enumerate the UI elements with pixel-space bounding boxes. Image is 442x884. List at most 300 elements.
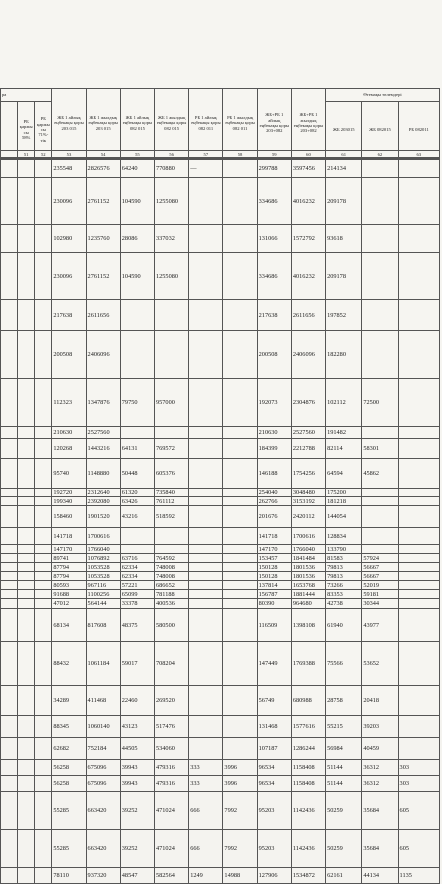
empty-cell bbox=[1, 830, 18, 868]
colnum: 60 bbox=[291, 151, 325, 159]
table-cell: 146188 bbox=[257, 459, 291, 489]
empty-cell bbox=[18, 528, 35, 545]
empty-cell bbox=[35, 760, 52, 776]
empty-cell bbox=[35, 609, 52, 642]
table-cell: 334686 bbox=[257, 178, 291, 225]
table-cell: 200508 bbox=[52, 331, 86, 379]
table-cell: 3153192 bbox=[291, 497, 325, 506]
table-row bbox=[1, 545, 440, 554]
table-cell: 2527560 bbox=[86, 427, 120, 439]
empty-cell bbox=[1, 528, 18, 545]
empty-cell bbox=[18, 581, 35, 590]
table-cell: 1053528 bbox=[86, 563, 120, 572]
table-cell: 471024 bbox=[154, 792, 188, 830]
empty-cell bbox=[35, 379, 52, 427]
empty-cell bbox=[35, 572, 52, 581]
table-cell bbox=[189, 331, 223, 379]
table-cell: 58301 bbox=[362, 439, 398, 459]
empty-cell bbox=[35, 497, 52, 506]
table-cell bbox=[154, 427, 188, 439]
table-cell: 1135 bbox=[398, 868, 439, 884]
empty-cell bbox=[35, 545, 52, 554]
table-cell bbox=[362, 528, 398, 545]
table-cell: 4016232 bbox=[291, 253, 325, 300]
table-cell: 59017 bbox=[120, 642, 154, 686]
table-cell: 79750 bbox=[120, 379, 154, 427]
table-cell bbox=[398, 738, 439, 760]
table-cell: 72500 bbox=[362, 379, 398, 427]
empty-cell bbox=[35, 528, 52, 545]
table-cell: 1901520 bbox=[86, 506, 120, 528]
empty-cell bbox=[1, 572, 18, 581]
table-cell: 334686 bbox=[257, 253, 291, 300]
table-cell: 45862 bbox=[362, 459, 398, 489]
empty-cell bbox=[18, 427, 35, 439]
table-cell: 36312 bbox=[362, 776, 398, 792]
table-cell: 1881444 bbox=[291, 590, 325, 599]
table-cell: 1841484 bbox=[291, 554, 325, 563]
table-cell: 675096 bbox=[86, 776, 120, 792]
table-row bbox=[1, 300, 440, 331]
table-cell: 14988 bbox=[223, 868, 257, 884]
table-cell: 35684 bbox=[362, 830, 398, 868]
table-cell: 2611656 bbox=[86, 300, 120, 331]
table-cell bbox=[398, 572, 439, 581]
table-cell: 761112 bbox=[154, 497, 188, 506]
table-cell: 517476 bbox=[154, 716, 188, 738]
empty-cell bbox=[35, 868, 52, 884]
table-cell: 518592 bbox=[154, 506, 188, 528]
empty-cell bbox=[18, 379, 35, 427]
empty-cell bbox=[1, 225, 18, 253]
empty-cell bbox=[35, 459, 52, 489]
empty-cell bbox=[1, 160, 18, 178]
table-cell: 79813 bbox=[326, 563, 362, 572]
table-cell: 150128 bbox=[257, 572, 291, 581]
colnum: 57 bbox=[189, 151, 223, 159]
table-cell: 1801536 bbox=[291, 563, 325, 572]
table-cell bbox=[398, 563, 439, 572]
table-row bbox=[1, 581, 440, 590]
table-cell: 200508 bbox=[257, 331, 291, 379]
table-cell: 605 bbox=[398, 830, 439, 868]
table-cell bbox=[362, 225, 398, 253]
table-cell bbox=[362, 300, 398, 331]
table-cell: 96534 bbox=[257, 760, 291, 776]
table-cell: 1142436 bbox=[291, 830, 325, 868]
table-row bbox=[1, 379, 440, 427]
header-col-60: ЖБ+РБ 1 жылдық еңбекақы қоры 203+082 bbox=[291, 89, 325, 158]
table-cell: 83353 bbox=[326, 590, 362, 599]
table-row bbox=[1, 528, 440, 545]
table-row bbox=[1, 868, 440, 884]
table-cell: 964680 bbox=[291, 599, 325, 609]
table-cell: 181218 bbox=[326, 497, 362, 506]
table-cell: 75566 bbox=[326, 642, 362, 686]
table-cell bbox=[362, 489, 398, 497]
table-cell bbox=[189, 225, 223, 253]
column-numbers-row bbox=[0, 150, 440, 159]
table-cell bbox=[398, 642, 439, 686]
table-cell: 1700616 bbox=[291, 528, 325, 545]
table-cell bbox=[398, 581, 439, 590]
table-cell: 50259 bbox=[326, 792, 362, 830]
table-cell: 209178 bbox=[326, 253, 362, 300]
empty-cell bbox=[18, 178, 35, 225]
table-cell: 1398108 bbox=[291, 609, 325, 642]
empty-cell bbox=[35, 178, 52, 225]
table-cell bbox=[189, 563, 223, 572]
table-cell bbox=[189, 609, 223, 642]
table-cell bbox=[189, 528, 223, 545]
table-cell bbox=[362, 253, 398, 300]
table-cell: 7992 bbox=[223, 792, 257, 830]
table-cell: 52019 bbox=[362, 581, 398, 590]
table-cell: 44134 bbox=[362, 868, 398, 884]
table-cell bbox=[223, 642, 257, 686]
table-cell: 28086 bbox=[120, 225, 154, 253]
table-cell: 144054 bbox=[326, 506, 362, 528]
table-cell bbox=[398, 253, 439, 300]
table-cell: 184399 bbox=[257, 439, 291, 459]
table-cell: 88345 bbox=[52, 716, 86, 738]
table-cell: 1754256 bbox=[291, 459, 325, 489]
table-cell: 197852 bbox=[326, 300, 362, 331]
empty-cell bbox=[35, 300, 52, 331]
table-cell: 1235760 bbox=[86, 225, 120, 253]
table-cell bbox=[223, 563, 257, 572]
table-row bbox=[1, 572, 440, 581]
table-cell: 708204 bbox=[154, 642, 188, 686]
table-cell: 56984 bbox=[326, 738, 362, 760]
table-cell bbox=[120, 545, 154, 554]
colnum: 63 bbox=[398, 151, 439, 159]
table-cell: 55285 bbox=[52, 792, 86, 830]
table-cell bbox=[398, 497, 439, 506]
table-cell: 210630 bbox=[257, 427, 291, 439]
table-cell: 210630 bbox=[52, 427, 86, 439]
table-cell: 2212788 bbox=[291, 439, 325, 459]
empty-cell bbox=[18, 489, 35, 497]
table-row bbox=[1, 738, 440, 760]
empty-cell bbox=[1, 563, 18, 572]
empty-cell bbox=[1, 331, 18, 379]
table-cell: 2406096 bbox=[86, 331, 120, 379]
table-cell bbox=[223, 489, 257, 497]
table-cell: 1158408 bbox=[291, 776, 325, 792]
table-cell bbox=[362, 427, 398, 439]
table-cell: 191482 bbox=[326, 427, 362, 439]
colnum-blank bbox=[1, 151, 18, 159]
empty-cell bbox=[1, 792, 18, 830]
table-cell: 1158408 bbox=[291, 760, 325, 776]
empty-cell bbox=[35, 776, 52, 792]
table-cell bbox=[154, 331, 188, 379]
colnum: 59 bbox=[257, 151, 291, 159]
table-cell bbox=[189, 253, 223, 300]
table-cell bbox=[398, 554, 439, 563]
table-cell: 56667 bbox=[362, 563, 398, 572]
table-cell bbox=[189, 379, 223, 427]
table-cell: 147449 bbox=[257, 642, 291, 686]
table-cell: 479316 bbox=[154, 760, 188, 776]
table-cell: 43216 bbox=[120, 506, 154, 528]
table-cell bbox=[398, 716, 439, 738]
table-cell: 64240 bbox=[120, 160, 154, 178]
table-cell bbox=[120, 427, 154, 439]
table-row bbox=[1, 439, 440, 459]
table-cell bbox=[223, 506, 257, 528]
empty-cell bbox=[35, 439, 52, 459]
table-cell: 2527560 bbox=[291, 427, 325, 439]
empty-cell bbox=[18, 776, 35, 792]
table-cell: 57221 bbox=[120, 581, 154, 590]
table-cell: 1653768 bbox=[291, 581, 325, 590]
table-cell: 55285 bbox=[52, 830, 86, 868]
table-cell: 303 bbox=[398, 776, 439, 792]
empty-cell bbox=[18, 459, 35, 489]
table-cell: 120268 bbox=[52, 439, 86, 459]
table-cell: 199340 bbox=[52, 497, 86, 506]
table-cell: 93618 bbox=[326, 225, 362, 253]
table-cell: 663420 bbox=[86, 792, 120, 830]
table-row bbox=[1, 489, 440, 497]
table-cell: 95740 bbox=[52, 459, 86, 489]
table-cell: 1060140 bbox=[86, 716, 120, 738]
table-cell bbox=[398, 599, 439, 609]
table-cell: 102112 bbox=[326, 379, 362, 427]
table-cell bbox=[398, 331, 439, 379]
colnum: 52 bbox=[35, 151, 52, 159]
table-cell: 2304876 bbox=[291, 379, 325, 427]
table-cell bbox=[189, 545, 223, 554]
table-cell: 50448 bbox=[120, 459, 154, 489]
table-cell: 411468 bbox=[86, 686, 120, 716]
table-cell bbox=[362, 545, 398, 554]
table-cell: 3048480 bbox=[291, 489, 325, 497]
table-cell: 147170 bbox=[52, 545, 86, 554]
table-cell: 62682 bbox=[52, 738, 86, 760]
header-sub-63: РБ 082011 bbox=[398, 102, 439, 158]
table-cell: 39203 bbox=[362, 716, 398, 738]
empty-cell bbox=[35, 225, 52, 253]
empty-cell bbox=[1, 459, 18, 489]
empty-cell bbox=[1, 776, 18, 792]
empty-cell bbox=[18, 506, 35, 528]
table-cell bbox=[189, 506, 223, 528]
table-cell: 686652 bbox=[154, 581, 188, 590]
table-cell: 56258 bbox=[52, 776, 86, 792]
empty-cell bbox=[35, 738, 52, 760]
table-cell: 1534872 bbox=[291, 868, 325, 884]
table-cell: 748008 bbox=[154, 563, 188, 572]
empty-cell bbox=[1, 760, 18, 776]
table-cell bbox=[398, 160, 439, 178]
empty-cell bbox=[35, 563, 52, 572]
header-sub-62: ЖБ 082015 bbox=[362, 102, 398, 158]
table-cell bbox=[223, 439, 257, 459]
table-cell: 1286244 bbox=[291, 738, 325, 760]
table-cell bbox=[223, 427, 257, 439]
table-cell: 781188 bbox=[154, 590, 188, 599]
table-cell bbox=[398, 439, 439, 459]
table-cell: 1766040 bbox=[291, 545, 325, 554]
table-cell: 39252 bbox=[120, 792, 154, 830]
table-cell bbox=[398, 427, 439, 439]
empty-cell bbox=[18, 225, 35, 253]
table-row bbox=[1, 331, 440, 379]
table-cell bbox=[223, 300, 257, 331]
table-cell: 63426 bbox=[120, 497, 154, 506]
table-cell: 2761152 bbox=[86, 178, 120, 225]
table-cell: 51144 bbox=[326, 760, 362, 776]
table-cell bbox=[223, 160, 257, 178]
table-cell: 91688 bbox=[52, 590, 86, 599]
empty-cell bbox=[1, 497, 18, 506]
table-row bbox=[1, 642, 440, 686]
table-cell bbox=[223, 253, 257, 300]
empty-cell bbox=[18, 868, 35, 884]
empty-cell bbox=[35, 160, 52, 178]
table-cell bbox=[189, 572, 223, 581]
table-cell: 40459 bbox=[362, 738, 398, 760]
table-cell: 57924 bbox=[362, 554, 398, 563]
empty-cell bbox=[1, 590, 18, 599]
table-row bbox=[1, 497, 440, 506]
table-cell: 1142436 bbox=[291, 792, 325, 830]
table-row bbox=[1, 506, 440, 528]
table-row bbox=[1, 760, 440, 776]
empty-cell bbox=[1, 178, 18, 225]
empty-cell bbox=[18, 642, 35, 686]
table-row bbox=[1, 830, 440, 868]
table-cell: 1076892 bbox=[86, 554, 120, 563]
empty-cell bbox=[18, 300, 35, 331]
table-cell: 96534 bbox=[257, 776, 291, 792]
table-cell bbox=[189, 738, 223, 760]
table-cell: 479316 bbox=[154, 776, 188, 792]
table-cell bbox=[223, 379, 257, 427]
table-cell: 680988 bbox=[291, 686, 325, 716]
table-row bbox=[1, 792, 440, 830]
table-cell: 333 bbox=[189, 776, 223, 792]
table-cell bbox=[398, 545, 439, 554]
table-cell bbox=[189, 439, 223, 459]
empty-cell bbox=[18, 830, 35, 868]
empty-cell bbox=[18, 686, 35, 716]
table-cell: 182280 bbox=[326, 331, 362, 379]
table-cell: 30344 bbox=[362, 599, 398, 609]
table-cell: 51144 bbox=[326, 776, 362, 792]
table-cell: 141718 bbox=[257, 528, 291, 545]
empty-cell bbox=[18, 563, 35, 572]
colnum: 53 bbox=[52, 151, 86, 159]
table-cell: 47012 bbox=[52, 599, 86, 609]
empty-cell bbox=[35, 792, 52, 830]
table-cell bbox=[362, 506, 398, 528]
header-col-53: ЖБ 1 айлық еңбекақы қоры 203 015 bbox=[52, 89, 86, 158]
header-col-56: ЖБ 1 жылдық еңбекақы қоры 082 015 bbox=[155, 89, 189, 158]
table-cell bbox=[398, 590, 439, 599]
table-row bbox=[1, 609, 440, 642]
table-cell bbox=[189, 300, 223, 331]
empty-cell bbox=[18, 331, 35, 379]
table-cell bbox=[120, 331, 154, 379]
empty-cell bbox=[35, 489, 52, 497]
empty-cell bbox=[1, 300, 18, 331]
table-cell: 4016232 bbox=[291, 178, 325, 225]
table-cell: 34289 bbox=[52, 686, 86, 716]
table-row bbox=[1, 178, 440, 225]
table-cell: 131468 bbox=[257, 716, 291, 738]
table-cell bbox=[154, 545, 188, 554]
table-row bbox=[1, 776, 440, 792]
table-cell: 81583 bbox=[326, 554, 362, 563]
empty-cell bbox=[1, 738, 18, 760]
table-cell: 269520 bbox=[154, 686, 188, 716]
table-row bbox=[1, 554, 440, 563]
table-cell: 937320 bbox=[86, 868, 120, 884]
table-cell: 80390 bbox=[257, 599, 291, 609]
table-cell bbox=[398, 609, 439, 642]
table-row bbox=[1, 599, 440, 609]
table-cell: 20418 bbox=[362, 686, 398, 716]
table-cell: 735840 bbox=[154, 489, 188, 497]
table-cell: 158460 bbox=[52, 506, 86, 528]
table-cell: 133790 bbox=[326, 545, 362, 554]
table-cell: 209178 bbox=[326, 178, 362, 225]
table-row bbox=[1, 590, 440, 599]
table-cell: 104590 bbox=[120, 253, 154, 300]
colnum: 55 bbox=[120, 151, 154, 159]
table-cell: 967116 bbox=[86, 581, 120, 590]
empty-cell bbox=[1, 609, 18, 642]
table-cell: 36312 bbox=[362, 760, 398, 776]
header-sub-61: ЖБ 203015 bbox=[326, 102, 362, 158]
table-cell: 68134 bbox=[52, 609, 86, 642]
table-cell: 78110 bbox=[52, 868, 86, 884]
empty-cell bbox=[35, 590, 52, 599]
table-cell bbox=[189, 489, 223, 497]
table-cell: 214134 bbox=[326, 160, 362, 178]
table-cell: 87794 bbox=[52, 572, 86, 581]
table-cell bbox=[223, 572, 257, 581]
table-cell bbox=[223, 331, 257, 379]
table-cell bbox=[223, 599, 257, 609]
colnum: 54 bbox=[86, 151, 120, 159]
colnum: 61 bbox=[326, 151, 362, 159]
header-col-55: ЖБ 1 айлық еңбекақы қоры 082 015 bbox=[120, 89, 154, 158]
empty-cell bbox=[18, 716, 35, 738]
table-header bbox=[0, 88, 440, 158]
table-cell bbox=[398, 225, 439, 253]
table-cell: 1053528 bbox=[86, 572, 120, 581]
table-cell: 82114 bbox=[326, 439, 362, 459]
table-cell bbox=[223, 528, 257, 545]
empty-cell bbox=[1, 439, 18, 459]
table-cell bbox=[223, 738, 257, 760]
header-left-a: РБ қаржысы 58% bbox=[18, 102, 35, 158]
empty-cell bbox=[35, 581, 52, 590]
table-row bbox=[1, 716, 440, 738]
table-cell: 2312640 bbox=[86, 489, 120, 497]
table-cell bbox=[223, 545, 257, 554]
table-cell: 254040 bbox=[257, 489, 291, 497]
table-cell: 39943 bbox=[120, 760, 154, 776]
empty-cell bbox=[18, 738, 35, 760]
empty-cell bbox=[18, 792, 35, 830]
table-cell: 817608 bbox=[86, 609, 120, 642]
